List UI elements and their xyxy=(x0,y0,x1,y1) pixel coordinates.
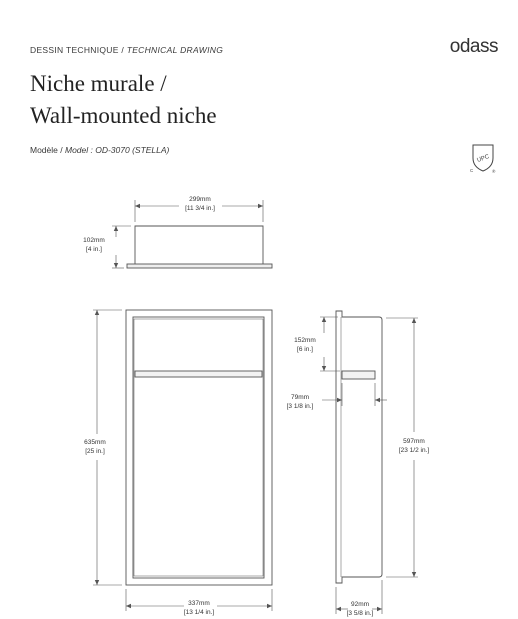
dimension-side-depth-inch: [3 5/8 in.] xyxy=(346,610,374,617)
cert-mark-text: UPC xyxy=(476,153,491,164)
drawing-type-en: TECHNICAL DRAWING xyxy=(126,45,224,55)
dimension-front-height xyxy=(73,438,117,456)
dimension-side-height xyxy=(392,437,436,455)
dimension-top-depth-mm: 102mm xyxy=(83,237,105,244)
dimension-side-depth-mm: 92mm xyxy=(350,601,370,608)
drawing-type-fr: DESSIN TECHNIQUE / xyxy=(30,45,125,55)
model-prefix: Modèle / xyxy=(30,145,63,155)
dimension-side-height-mm: 597mm xyxy=(403,438,425,445)
dimension-side-height-inch: [23 1/2 in.] xyxy=(398,447,430,454)
dimension-top-width-mm: 299mm xyxy=(189,196,211,203)
front-outer-frame xyxy=(126,310,272,585)
dimension-top-depth xyxy=(72,236,116,254)
front-inner-frame xyxy=(133,317,264,578)
dimension-front-width xyxy=(177,599,221,617)
side-profile xyxy=(336,311,382,583)
top-view-flange xyxy=(127,264,272,268)
dimension-shelf-height xyxy=(283,336,327,354)
dimension-top-width xyxy=(178,195,222,213)
front-shelf xyxy=(135,371,262,377)
dimension-shelf-height-inch: [6 in.] xyxy=(297,346,313,353)
dimension-side-depth xyxy=(338,600,382,618)
dimension-shelf-height-mm: 152mm xyxy=(294,337,316,344)
title-line-fr: Niche murale / xyxy=(30,71,167,96)
dimension-shelf-depth-mm: 79mm xyxy=(290,394,310,401)
front-inner-edge xyxy=(134,319,263,576)
brand-logo: odass xyxy=(449,36,498,57)
side-view xyxy=(320,311,418,614)
title-line-en: Wall-mounted niche xyxy=(30,103,217,128)
dimension-top-depth-inch: [4 in.] xyxy=(86,246,102,253)
cert-right-letter: ® xyxy=(492,169,496,174)
side-shelf xyxy=(342,371,375,379)
dimension-top-width-inch: [11 3/4 in.] xyxy=(185,205,215,212)
front-view xyxy=(93,310,272,611)
dimension-shelf-depth xyxy=(278,393,322,411)
dimension-front-height-inch: [25 in.] xyxy=(85,448,105,455)
dimension-shelf-depth-inch: [3 1/8 in.] xyxy=(286,403,314,410)
dimension-front-width-inch: [13 1/4 in.] xyxy=(183,609,215,616)
cert-left-letter: C xyxy=(470,168,474,173)
model-name: Model : OD-3070 (STELLA) xyxy=(64,145,170,155)
top-view-box xyxy=(135,226,263,264)
dimension-front-height-mm: 635mm xyxy=(84,439,106,446)
dimension-front-width-mm: 337mm xyxy=(188,600,210,607)
